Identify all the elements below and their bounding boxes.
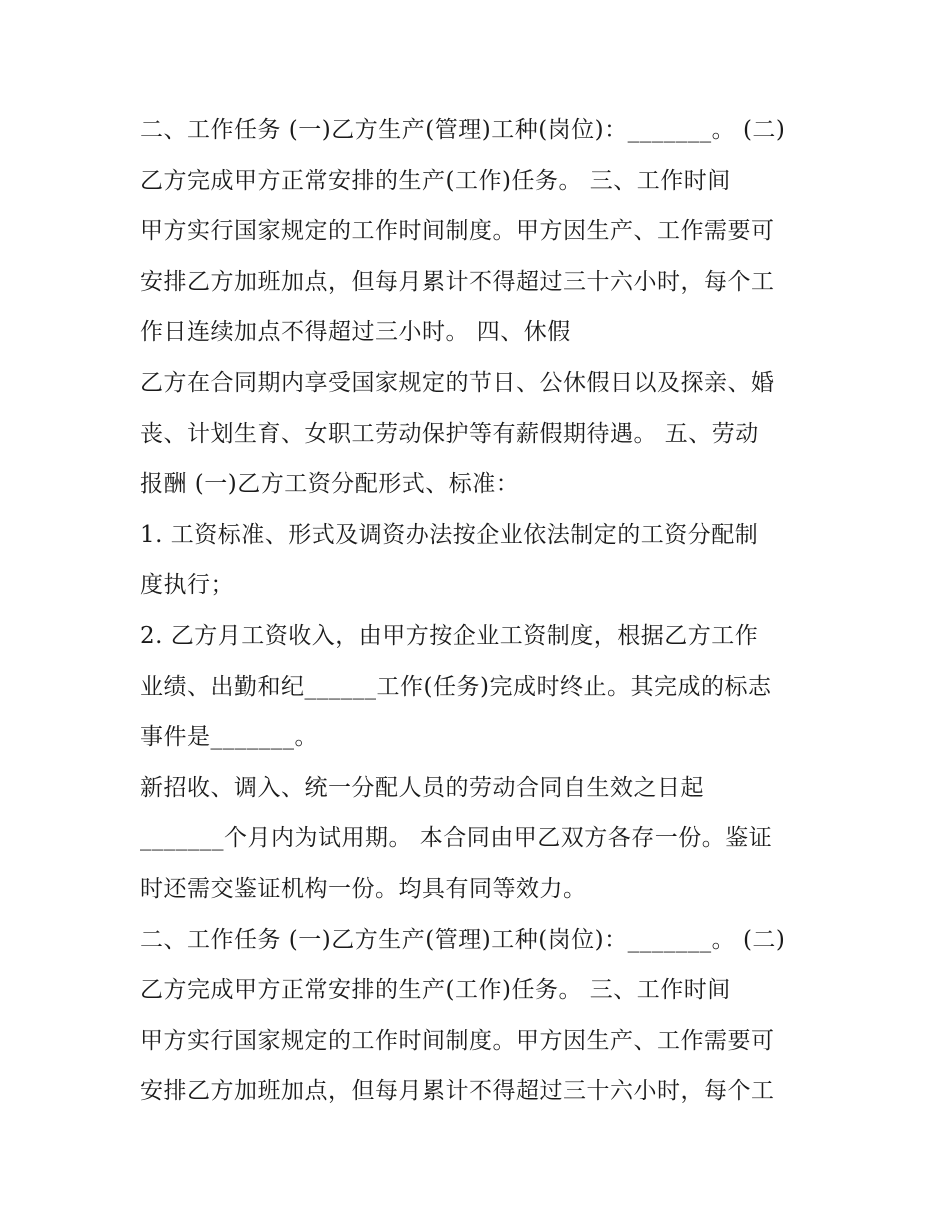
text-line: 安排乙方加班加点，但每月累计不得超过三十六小时，每个工 [140, 269, 775, 295]
text-line: _______个月内为试用期。 本合同由甲乙双方各存一份。鉴证 [140, 825, 773, 851]
text-line: 事件是_______。 [140, 724, 318, 750]
text-line: 2. 乙方月工资收入，由甲方按企业工资制度，根据乙方工作 [140, 623, 759, 649]
text-line: 时还需交鉴证机构一份。均具有同等效力。 [140, 876, 587, 902]
text-line: 新招收、调入、统一分配人员的劳动合同自生效之日起 [140, 775, 704, 801]
text-line: 业绩、出勤和纪______工作(任务)完成时终止。其完成的标志 [140, 674, 772, 700]
text-line: 安排乙方加班加点，但每月累计不得超过三十六小时，每个工 [140, 1078, 775, 1104]
text-line: 甲方实行国家规定的工作时间制度。甲方因生产、工作需要可 [140, 218, 775, 244]
text-line: 报酬 (一)乙方工资分配形式、标准： [140, 471, 520, 497]
text-line: 二、工作任务 (一)乙方生产(管理)工种(岗位)：_______。 (二) [140, 927, 786, 953]
text-line: 二、工作任务 (一)乙方生产(管理)工种(岗位)：_______。 (二) [140, 117, 786, 143]
text-line: 丧、计划生育、女职工劳动保护等有薪假期待遇。 五、劳动 [140, 421, 759, 447]
text-line: 作日连续加点不得超过三小时。 四、休假 [140, 319, 571, 345]
text-line: 1. 工资标准、形式及调资办法按企业依法制定的工资分配制 [140, 522, 759, 548]
text-line: 乙方完成甲方正常安排的生产(工作)任务。 三、工作时间 [140, 977, 731, 1003]
text-line: 度执行； [140, 572, 234, 598]
text-line: 乙方在合同期内享受国家规定的节日、公休假日以及探亲、婚 [140, 370, 775, 396]
text-line: 乙方完成甲方正常安排的生产(工作)任务。 三、工作时间 [140, 168, 731, 194]
text-line: 甲方实行国家规定的工作时间制度。甲方因生产、工作需要可 [140, 1028, 775, 1054]
